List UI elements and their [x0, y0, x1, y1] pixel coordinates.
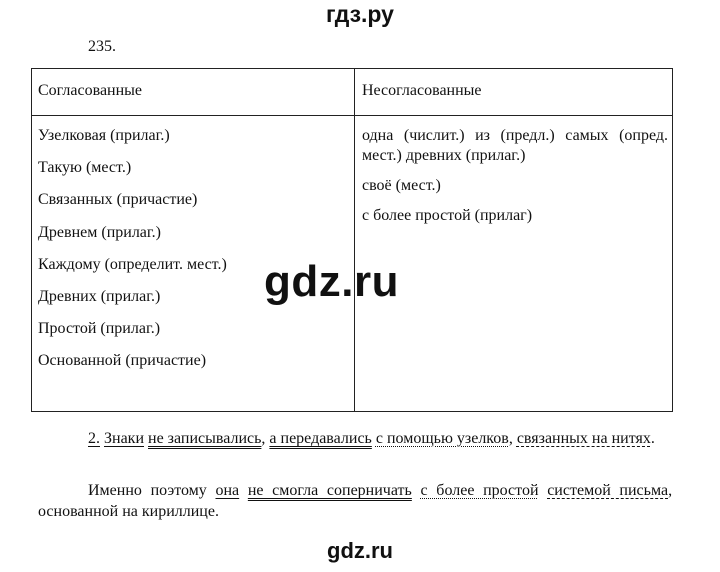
sentence-start: Именно поэтому	[88, 482, 216, 499]
agreed-item: Основанной (причастие)	[38, 352, 207, 370]
subject: она	[215, 482, 240, 499]
attribute: связанных на нитях	[516, 430, 651, 447]
agreed-item: Связанных (причастие)	[38, 191, 198, 209]
attribute-phrase: основанной на кириллице	[38, 503, 215, 520]
predicate: не смогла соперничать	[247, 482, 412, 499]
agreed-item: Каждому (определит. мест.)	[38, 255, 227, 273]
agreed-item: Простой (прилаг.)	[38, 320, 161, 338]
header-divider	[32, 115, 672, 116]
site-footer: gdz.ru	[327, 538, 393, 563]
separator: ,	[261, 430, 270, 447]
object: системой письма	[547, 482, 669, 499]
unagreed-item: с более простой (прилаг)	[362, 207, 533, 224]
parsed-sentence-2	[38, 480, 672, 522]
site-header: гдз.ру	[326, 1, 394, 27]
space	[539, 482, 548, 499]
predicate: а передавались	[269, 430, 372, 447]
unagreed-item: своё (мест.)	[362, 177, 441, 194]
separator: ,	[668, 482, 673, 499]
subject: Знаки	[104, 430, 145, 447]
adverbial: с помощью узелков	[375, 430, 509, 447]
adverbial: с более простой	[420, 482, 539, 499]
unagreed-item: одна (числит.) из (предл.) самых (опред. мест.) древних (прилаг.)	[362, 127, 668, 164]
parsed-sentence-1	[38, 428, 672, 449]
space	[239, 482, 248, 499]
agreed-item: Древнем (прилаг.)	[38, 223, 161, 241]
agreed-item: Древних (прилаг.)	[38, 287, 161, 305]
agreed-item: Такую (мест.)	[38, 159, 132, 177]
column-divider	[354, 69, 355, 411]
classification-table	[31, 68, 673, 412]
space	[412, 482, 421, 499]
agreed-list	[38, 126, 227, 384]
predicate: не записывались	[148, 430, 262, 447]
column-header-agreed: Согласованные	[38, 82, 143, 99]
column-header-unagreed: Несогласованные	[362, 82, 482, 99]
agreed-item: Узелковая (прилаг.)	[38, 127, 170, 144]
sentence-number: 2.	[88, 430, 100, 447]
exercise-number: 235.	[88, 38, 116, 55]
watermark: gdz.ru	[264, 257, 399, 306]
unagreed-list	[362, 126, 668, 226]
sentence-end: .	[650, 430, 655, 447]
sentence-end: .	[214, 503, 219, 520]
separator: ,	[508, 430, 517, 447]
